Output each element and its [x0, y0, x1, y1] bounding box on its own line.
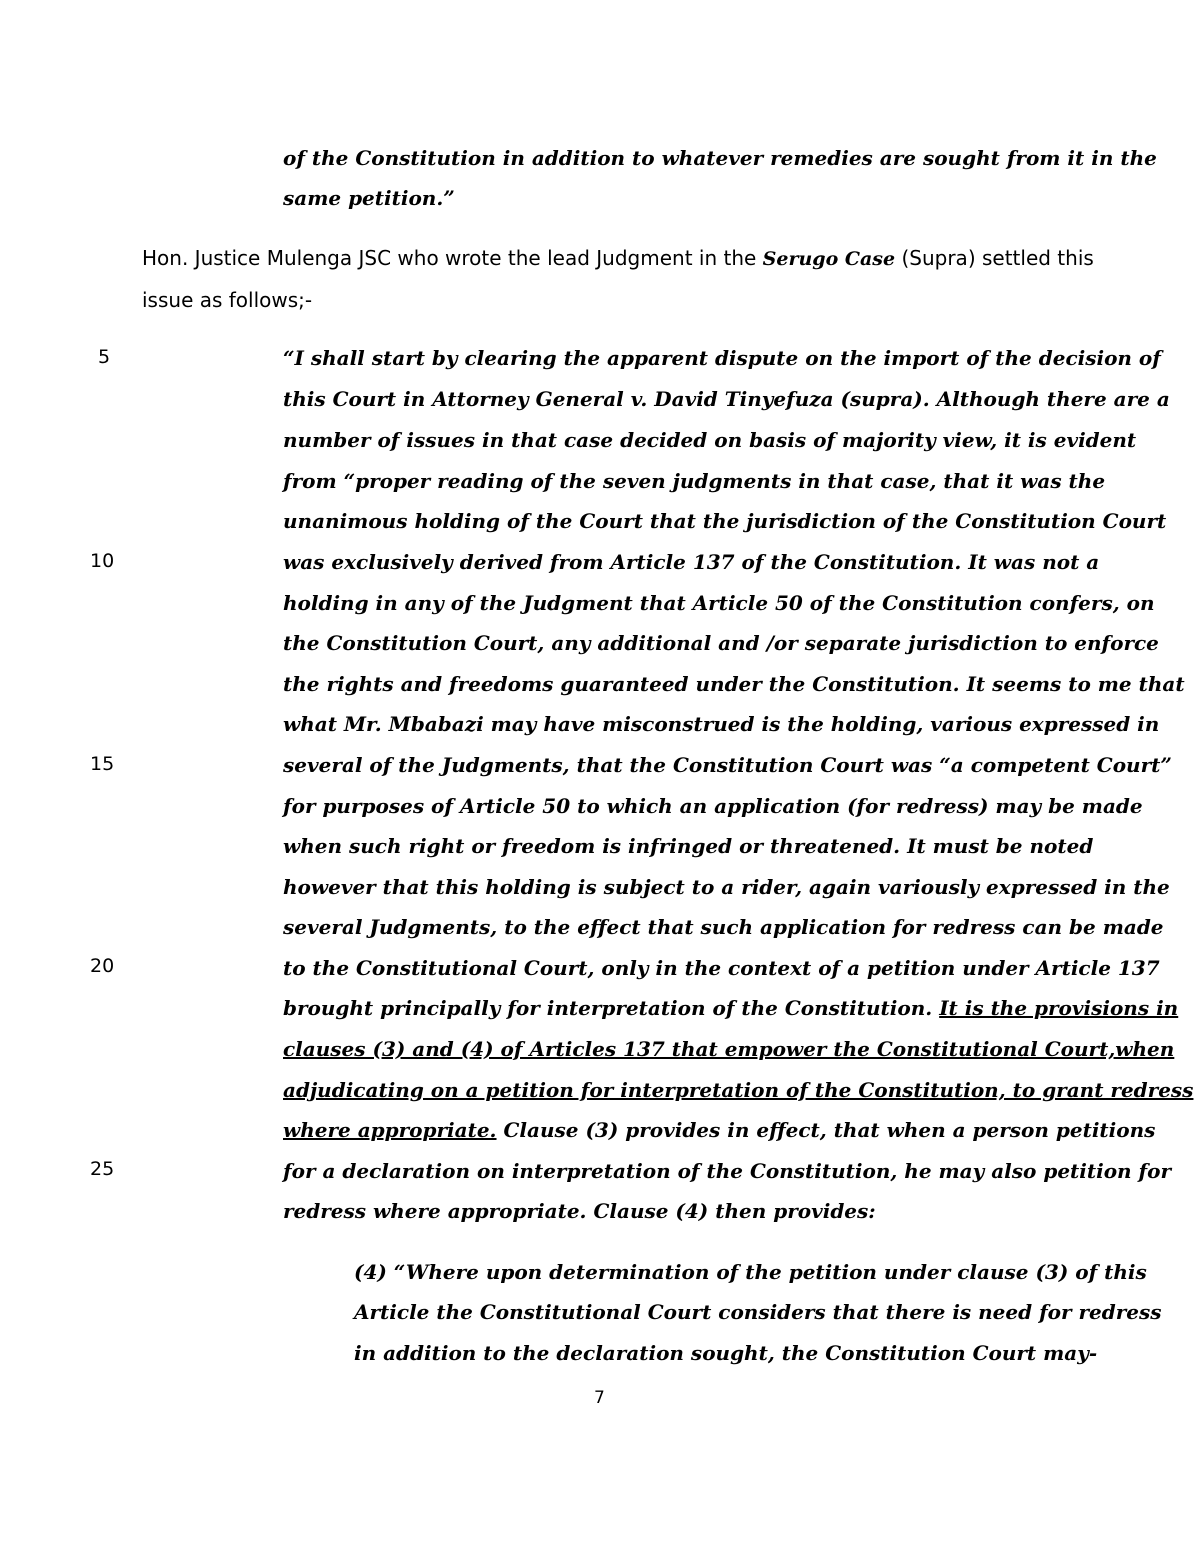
- line-number-5: 5: [98, 346, 111, 368]
- quote-line-20: [283, 1117, 1156, 1143]
- line-number-15: 15: [90, 753, 115, 775]
- quote-line-12: for purposes of Article 50 to which an application (for redress) may be made: [283, 794, 1143, 818]
- prev-quote-line-1: of the Constitution in addition to whatever remedies are sought from it in the: [283, 146, 1157, 170]
- quote-line-21: for a declaration on interpretation of the Constitution, he may also petition for: [283, 1159, 1172, 1183]
- quote-line-13: when such right or freedom is infringed or threatened. It must be noted: [283, 834, 1094, 858]
- line-number-25: 25: [90, 1158, 115, 1180]
- quote-line-11: several of the Judgments, that the Constitution Court was “a competent Court”: [283, 753, 1172, 777]
- quote-line-16: to the Constitutional Court, only in the context of a petition under Article 137: [283, 956, 1160, 980]
- quote-line-8: the Constitution Court, any additional and /or separate jurisdiction to enforce: [283, 631, 1159, 655]
- quote-line-6: was exclusively derived from Article 137 of the Constitution. It was not a: [283, 550, 1100, 574]
- quote-line-17-underlined: It is the provisions in: [939, 996, 1179, 1020]
- quote-line-22: redress where appropriate. Clause (4) then provides:: [283, 1199, 876, 1223]
- intro-text-b: (Supra) settled this: [895, 246, 1094, 270]
- intro-line-1: [142, 245, 1094, 272]
- quote-line-5: unanimous holding of the Court that the jurisdiction of the Constitution Court: [283, 509, 1167, 533]
- quote-line-4: from “proper reading of the seven judgments in that case, that it was the: [283, 469, 1106, 493]
- quote-line-19: adjudicating on a petition for interpretation of the Constitution, to grant redress: [283, 1078, 1194, 1102]
- clause4-line-3: in addition to the declaration sought, the Constitution Court may-: [354, 1341, 1098, 1365]
- line-number-20: 20: [90, 955, 115, 977]
- quote-line-17-text: brought principally for interpretation of the Constitution.: [283, 996, 940, 1020]
- clause4-line-2: Article the Constitutional Court considers that there is need for redress: [354, 1300, 1162, 1324]
- quote-line-10: what Mr. Mbabazi may have misconstrued is the holding, various expressed in: [283, 712, 1160, 736]
- clause4-line-1: (4) “Where upon determination of the petition under clause (3) of this: [354, 1260, 1147, 1284]
- case-name: Serugo Case: [762, 248, 896, 270]
- intro-line-2: issue as follows;-: [142, 288, 313, 312]
- quote-line-9: the rights and freedoms guaranteed under the Constitution. It seems to me that: [283, 672, 1185, 696]
- prev-quote-line-2: same petition.”: [283, 186, 455, 210]
- line-number-10: 10: [90, 550, 115, 572]
- quote-line-15: several Judgments, to the effect that such application for redress can be made: [283, 915, 1164, 939]
- quote-line-20-text: Clause (3) provides in effect, that when a person petitions: [496, 1118, 1156, 1142]
- quote-line-14: however that this holding is subject to a rider, again variously expressed in the: [283, 875, 1170, 899]
- quote-line-20-underlined: where appropriate.: [283, 1118, 497, 1142]
- quote-line-18: clauses (3) and (4) of Articles 137 that empower the Constitutional Court,when: [283, 1037, 1175, 1061]
- quote-line-1: “I shall start by clearing the apparent dispute on the import of the decision of: [283, 346, 1161, 370]
- quote-line-7: holding in any of the Judgment that Article 50 of the Constitution confers, on: [283, 591, 1155, 615]
- quote-line-2: this Court in Attorney General v. David Tinyefuza (supra). Although there are a: [283, 387, 1170, 411]
- quote-line-17: [283, 995, 1179, 1021]
- quote-line-3: number of issues in that case decided on basis of majority view, it is evident: [283, 428, 1137, 452]
- intro-text-a: Hon. Justice Mulenga JSC who wrote the lead Judgment in the: [142, 246, 763, 270]
- page-number: 7: [594, 1388, 605, 1408]
